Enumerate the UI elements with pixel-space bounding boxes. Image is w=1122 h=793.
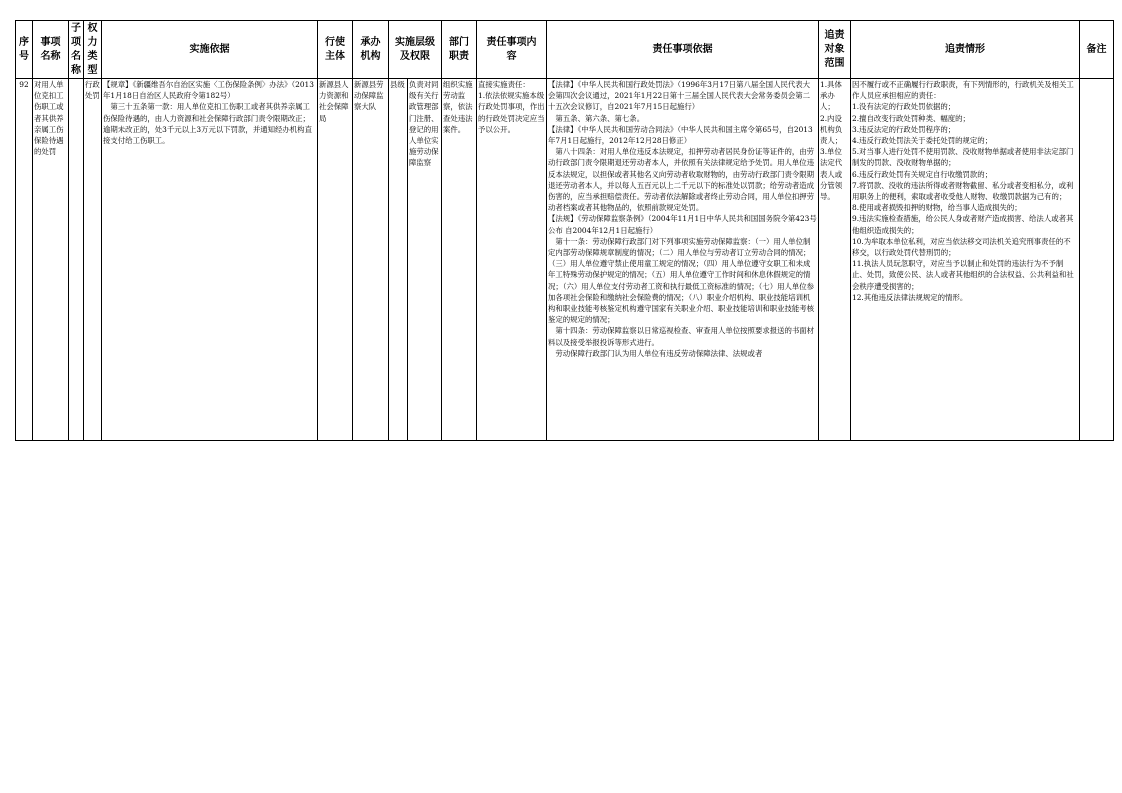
header-power-type: 权 力 类 型: [84, 21, 102, 79]
header-row: [16, 21, 1114, 79]
header-agency: 承办 机构: [353, 21, 389, 79]
cell-basis: 【规章】《新疆维吾尔自治区实施〈工伤保险条例〉办法》（2013年1月18日自治区人民政府令第182号） 第三十五条第一款：用人单位克扣工伤职工或者其供养亲属工伤保险待遇的，由人力资源和社会保障行政部门责令限期改正；逾期未改正的，处3千元以上3万元以下罚款，并通知经办机构直接支付给工伤职工。: [102, 79, 318, 441]
header-level: 实施层级 及权限: [389, 21, 442, 79]
cell-remarks: [1080, 79, 1114, 441]
header-item-name: 事项 名称: [33, 21, 69, 79]
header-accountable-scope: 追责 对象 范围: [819, 21, 851, 79]
cell-dept-duty: 组织实施劳动监察，依法查处违法案件。: [442, 79, 477, 441]
header-resp-content: 责任事项内 容: [477, 21, 547, 79]
header-accountable-cases: 追责情形: [851, 21, 1080, 79]
header-basis: 实施依据: [102, 21, 318, 79]
cell-agency: 新源县劳动保障监察大队: [353, 79, 389, 441]
cell-resp-basis: 【法律】《中华人民共和国行政处罚法》（1996年3月17日第八届全国人民代表大会第四次会议通过，2021年1月22日第十三届全国人民代表大会常务委员会第二十五次会议修订，自2021年7月15日起施行） 第五条、第六条、第七条。 【法律】《中华人民共和国劳动合同法》（中华人民共和国主席令第65号，自2013年7月1日起施行，2012年12月28日修正） 第八十四条：对用人单位违反本法规定，扣押劳动者居民身份证等证件的，由劳动行政部门责令限期退还劳动者本人，并依照有关法律规定给予处罚。用人单位违反本法规定，以担保或者其他名义向劳动者收取财物的，由劳动行政部门责令限期退还劳动者本人，并以每人五百元以上二千元以下的标准处以罚款；给劳动者造成伤害的，应当承担赔偿责任。劳动者依法解除或者终止劳动合同，用人单位扣押劳动者档案或者其他物品的，依照前款规定处罚。 【法规】《劳动保障监察条例》（2004年11月1日中华人民共和国国务院令第423号公布 自2004年12月1日起施行） 第十一条：劳动保障行政部门对下列事项实施劳动保障监察：（一）用人单位制定内部劳动保障规章制度的情况；（二）用人单位与劳动者订立劳动合同的情况；（三）用人单位遵守禁止使用童工规定的情况；（四）用人单位遵守女职工和未成年工特殊劳动保护规定的情况；（五）用人单位遵守工作时间和休息休假规定的情况；（六）用人单位支付劳动者工资和执行最低工资标准的情况；（七）用人单位参加各项社会保险和缴纳社会保险费的情况；（八）职业介绍机构、职业技能培训机构和职业技能考核鉴定机构遵守国家有关职业介绍、职业技能培训和职业技能考核鉴定的规定的情况； 第十四条：劳动保障监察以日常巡视检查、审查用人单位按照要求报送的书面材料以及接受举报投诉等形式进行。 劳动保障行政部门认为用人单位有违反劳动保障法律、法规或者: [547, 79, 819, 441]
cell-resp-content: 直接实施责任： 1.依法依规实施本级行政处罚事项，作出的行政处罚决定应当予以公开。: [477, 79, 547, 441]
header-sub-item: 子 项 名 称: [69, 21, 84, 79]
cell-level-scope: 负责对同级有关行政管理部门注册、登记的用人单位实施劳动保障监察: [408, 79, 442, 441]
header-subject: 行使 主体: [318, 21, 353, 79]
responsibility-table: [15, 20, 1114, 441]
cell-item-name: 对用人单位克扣工伤职工或者其供养亲属工伤保险待遇的处罚: [33, 79, 69, 441]
header-dept-duty: 部门 职责: [442, 21, 477, 79]
cell-sub-item: [69, 79, 84, 441]
cell-subject: 新源县人力资源和社会保障局: [318, 79, 353, 441]
cell-accountable-cases: 因不履行或不正确履行行政职责，有下列情形的，行政机关及相关工作人员应承担相应的责任： 1.没有法定的行政处罚依据的； 2.擅自改变行政处罚种类、幅度的； 3.违反法定的行政处罚程序的； 4.违反行政处罚法关于委托处罚的规定的； 5.对当事人进行处罚不使用罚款、没收财物单据或者使用非法定部门制发的罚款、没收财物单据的； 6.违反行政处罚有关规定自行收缴罚款的； 7.将罚款、没收的违法所得或者财物截留、私分或者变相私分，或利用职务上的便利，索取或者收受他人财物、收缴罚款据为己有的； 8.使用或者损毁扣押的财物，给当事人造成损失的； 9.违法实施检查措施，给公民人身或者财产造成损害、给法人或者其他组织造成损失的； 10.为牟取本单位私利，对应当依法移交司法机关追究刑事责任的不移交，以行政处罚代替刑罚的； 11.执法人员玩忽职守，对应当予以制止和处罚的违法行为不予制止、处罚，致使公民、法人或者其他组织的合法权益、公共利益和社会秩序遭受损害的； 12.其他违反法律法规规定的情形。: [851, 79, 1080, 441]
header-seq: 序 号: [16, 21, 33, 79]
table-row: [16, 79, 1114, 441]
cell-level: 县级: [389, 79, 408, 441]
cell-power-type: 行政处罚: [84, 79, 102, 441]
cell-seq: 92: [16, 79, 33, 441]
cell-accountable-scope: 1.具体承办人； 2.内设机构负责人； 3.单位法定代表人或分管领导。: [819, 79, 851, 441]
header-resp-basis: 责任事项依据: [547, 21, 819, 79]
header-remarks: 备注: [1080, 21, 1114, 79]
